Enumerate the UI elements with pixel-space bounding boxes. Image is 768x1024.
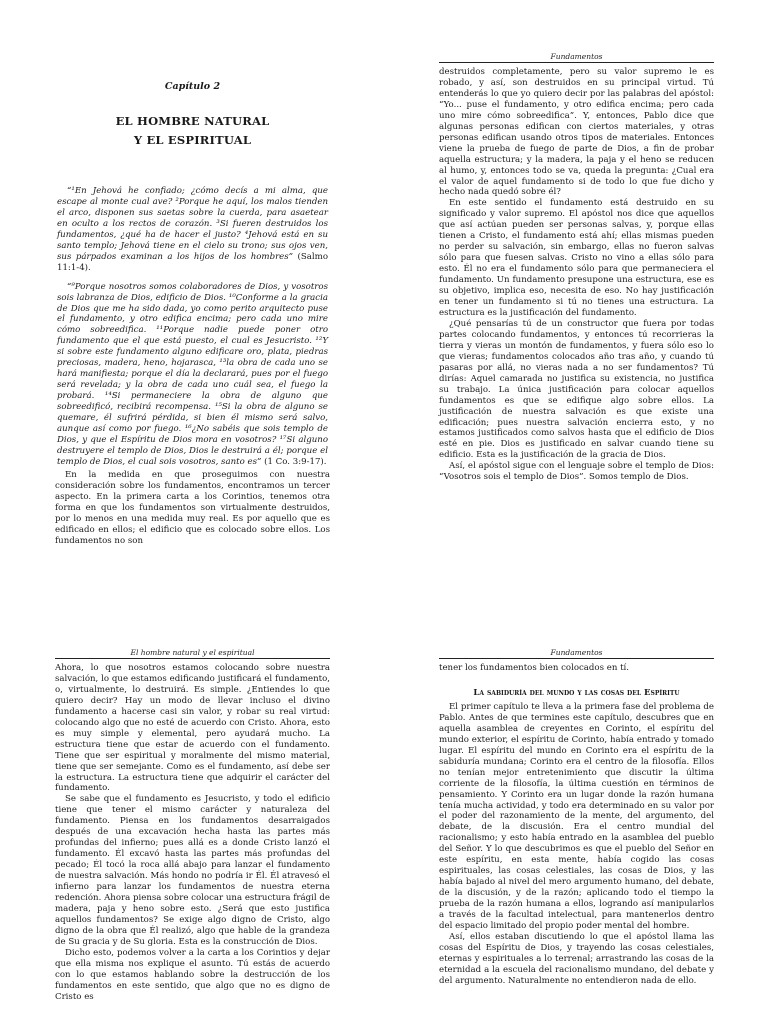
page-top-left [55, 58, 330, 546]
body-paragraph: Así, el apóstol sigue con el lenguaje sobre el templo de Dios: “Vosotros sois el templo de Dios”. Somos templo de Dios. [439, 461, 714, 483]
chapter-title-line2: Y EL ESPIRITUAL [133, 133, 252, 147]
body-paragraph: Ahora, lo que nosotros estamos colocando sobre nuestra salvación, lo que estamos edificando justificará el fundamento, o, virtualmente, lo destruirá. Es simple. ¿Entiendes lo que quiero decir? Hay un modo de llevar incluso el divino fundamento a hacerse casi sin valor, y robar su real virtud: colocando algo que no esté de acuerdo con Cristo. Ahora, esto es muy simple y elemental, pero ayudará mucho. La estructura tiene que estar de acuerdo con el fundamento. Tiene que ser espiritual y moralmente del mismo material, tiene que ser semejante. Como es el fundamento, así debe ser la estructura. La estructura tiene que adquirir el carácter del fundamento. [55, 663, 330, 794]
chapter-title-line1: EL HOMBRE NATURAL [115, 114, 270, 128]
body-paragraph: ¿Qué pensarías tú de un constructor que fuera por todas partes colocando fundamentos, y entonces tú recorrieras la tierra y vieras un montón de fundamentos, y fuera sólo eso lo que vieras; fundamentos colocados año tras año, y cuando tú pasaras por allá, no vieras nada a no ser fundamentos? Tú dirías: Aquel camarada no justifica su existencia, no justifica su trabajo. La única justificación para colocar aquellos fundamentos es que se edifique algo sobre ellos. La justificación de nuestra salvación es que existe una edificación; pues nuestra salvación encierra esto, y no estamos justificados como salvos hasta que el edificio de Dios esté en pie. Dios es justificado en salvar cuando tiene su edificio. Esta es la justificación de la gracia de Dios. [439, 318, 714, 461]
body-paragraph: Así, ellos estaban discutiendo lo que el apóstol llama las cosas del Espíritu de Dios, y trayendo las cosas celestiales, eternas y espirituales a lo terrenal; arrastrando las cosas de la eternidad a la escuela del racionalismo mundano, del debate y del argumento. Naturalmente no entendieron nada de ello. [439, 931, 714, 986]
body-paragraph: En la medida en que proseguimos con nuestra consideración sobre los fundamentos, encontramos un tercer aspecto. En la primera carta a los Corintios, tenemos otra forma en que los fundamentos son virtualmente destruidos, por lo menos en una medida muy real. Es por aquello que es edificado en ellos; el edificio que es colocado sobre ellos. Los fundamentos no son [55, 469, 330, 546]
running-head: Fundamentos [439, 52, 714, 63]
running-head: Fundamentos [439, 648, 714, 659]
body-paragraph: destruidos completamente, pero su valor supremo le es robado, y así, son destruidos en su principal virtud. Tú entenderás lo que yo quiero decir por las palabras del apóstol: “Yo... puse el fundamento, y otro edifica encima; pero cada uno mire cómo sobreedifica”. Y, entonces, Pablo dice que algunas personas edifican con ciertos materiales, y otras personas edifican usando otros tipos de materiales. Entonces viene la prueba de fuego de parte de Dios, a fin de probar aquella estructura; y la madera, la paja y el heno se reducen al humo, y, entonces todo se va, queda la pregunta: ¿Cual era el valor de aquel fundamento si de todo lo que fue dicho y hecho nada quedó sobre él? [439, 67, 714, 198]
chapter-label: Capítulo 2 [164, 81, 221, 92]
quote-text: “⁹Porque nosotros somos colaboradores de Dios, y vosotros sois labranza de Dios, edificio de Dios. ¹⁰Conforme a la gracia de Dios que me ha sido dada, yo como perito arquitecto puse el fundamento, y otro edifica encima; pero cada uno mire cómo sobreedifica. ¹¹Porque nadie puede poner otro fundamento que el que está puesto, el cual es Jesucristo. ¹²Y si sobre este fundamento alguno edificare oro, plata, piedras preciosas, madera, heno, hojarasca, ¹³la obra de cada uno se hará manifiesta; porque el día la declarará, pues por el fuego será revelada; y la obra de cada uno cuál sea, el fuego la probará. ¹⁴Si permaneciere la obra de alguno que sobreedificó, recibirá recompensa. ¹⁵Si la obra de alguno se quemare, él sufrirá pérdida, si bien él mismo será salvo, aunque así como por fuego. ¹⁶¿No sabéis que sois templo de Dios, y que el Espíritu de Dios mora en vosotros? ¹⁷Si alguno destruyere el templo de Dios, Dios le destruirá a él; porque el templo de Dios, el cual sois vosotros, santo es” [57, 281, 328, 467]
page-bottom-right [439, 648, 714, 1024]
body-paragraph: Dicho esto, podemos volver a la carta a los Corintios y dejar que ella misma nos explique el asunto. Tú estás de acuerdo con lo que estamos hablando sobre la destrucción de los fundamentos en este sentido, que algo que no es digno de Cristo es [55, 947, 330, 1002]
quote-text: “¹En Jehová he confiado; ¿cómo decís a mi alma, que escape al monte cual ave? ²Porque he aquí, los malos tienden el arco, disponen sus saetas sobre la cuerda, para asaetear en oculto a los rectos de corazón. ³Si fueren destruidos los fundamentos, ¿qué ha de hacer el justo? ⁴Jehová está en su santo templo; Jehová tiene en el cielo su trono; sus ojos ven, sus párpados examinan a los hijos de los hombres” [57, 186, 328, 262]
quote-reference: (Salmo 11:1-4). [57, 251, 328, 273]
body-paragraph: tener los fundamentos bien colocados en tí. [439, 663, 630, 673]
chapter-title [55, 112, 330, 150]
body-paragraph: En este sentido el fundamento está destruido en su significado y valor supremo. El apóstol nos dice que aquellos que así actúan pueden ser personas salvas, y, porque ellas tienen a Cristo, el fundamento está ahí; ellas mismas pueden no perder su salvación, sin embargo, ellas no fueron salvas sólo para que fuesen salvas. Cristo no vino a ellas sólo para esto. Él no era el fundamento sólo para que permaneciera el fundamento. Un fundamento presupone una estructura, ese es su objetivo, implica eso, necesita de eso. No hay justificación en tener un fundamento si tú no tienes una estructura. La estructura es la justificación del fundamento. [439, 198, 714, 318]
page-bottom-left [55, 648, 330, 1024]
body-paragraph: El primer capítulo te lleva a la primera fase del problema de Pablo. Antes de que termines este capítulo, descubres que en aquella asamblea de creyentes en Corinto, el espíritu del mundo exterior, el espíritu de Corinto, había entrado y tomado lugar. El espíritu del mundo en Corinto era el espíritu de la sabiduría mundana; Corinto era el centro de la filosofía. Ellos no tenían mejor entretenimiento que discutir la última corriente de la filosofía, la última cuestión en términos de pensamiento. Y Corinto era un lugar donde la razón humana tenía mucha actividad, y todo era determinado en su valor por el poder del razonamiento de la mente, del argumento, del debate, de la discusión. Era el centro mundial del racionalismo; y esto había entrado en la asamblea del pueblo del Señor. Y lo que descubrimos es que el pueblo del Señor en este espíritu, en esta mente, había cogido las cosas espirituales, las cosas celestiales, las cosas de Dios, y las había bajado al nivel del mero argumento humano, del debate, de la discusión, y de la razón; aplicando todo el tiempo la prueba de la razón humana a ellos, logrando así manipularlos a través de la facultad intelectual, para mantenerlos dentro del espacio limitado del propio poder mental del hombre. [439, 701, 714, 932]
scripture-quote [55, 186, 330, 274]
body-paragraph: Se sabe que el fundamento es Jesucristo, y todo el edificio tiene que tener el mismo carácter y naturaleza del fundamento. Piensa en los fundamentos desarraigados después de una excavación hecha hasta las partes más profundas del infierno; pues allá es a donde Cristo lanzó el fundamento. Él excavó hasta las partes más profundas del pecado; Él tocó la roca allá abajo para lanzar el fundamento de nuestra salvación. Más hondo no podría ir Él. Él atravesó el infierno para lanzar los fundamentos de nuestra eterna redención. Ahora piensa sobre colocar una estructura frágil de madera, paja y heno sobre esto. ¿Será que esto justifica aquellos fundamentos? Se exige algo digno de Cristo, algo digno de la obra que Él realizó, algo que hable de la grandeza de Su gracia y de Su gloria. Esta es la construcción de Dios. [55, 794, 330, 947]
page-top-right [439, 52, 714, 532]
running-head: El hombre natural y el espiritual [55, 648, 330, 659]
scripture-quote [55, 282, 330, 468]
section-heading: La sabiduría del mundo y las cosas del Espíritu [473, 687, 680, 698]
quote-reference: (1 Co. 3:9-17). [261, 456, 327, 467]
